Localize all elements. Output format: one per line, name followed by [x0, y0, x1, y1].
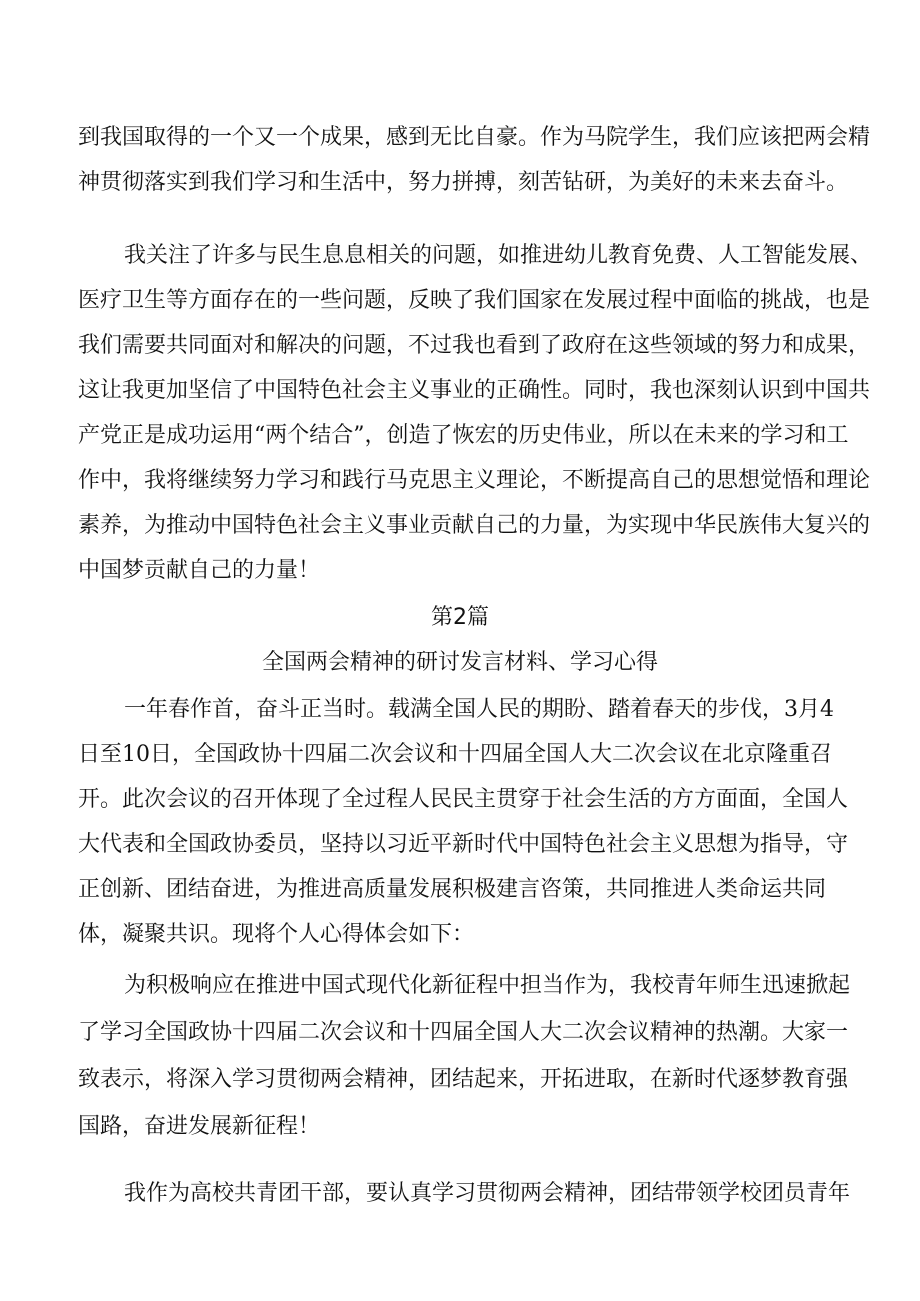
text-line: 日至10日，全国政协十四届二次会议和十四届全国人大二次会议在北京隆重召: [78, 742, 832, 767]
text-line: 我们需要共同面对和解决的问题，不过我也看到了政府在这些领域的努力和成果，: [78, 333, 871, 358]
section-label: 第2篇: [431, 605, 489, 630]
text-line: 体，凝聚共识。现将个人心得体会如下：: [78, 922, 475, 947]
text-line: 中国梦贡献自己的力量！: [78, 558, 321, 583]
text-line: 了学习全国政协十四届二次会议和十四届全国人大二次会议精神的热潮。大家一: [78, 1020, 849, 1045]
text-line: 产党正是成功运用“两个结合”，创造了恢宏的历史伟业，所以在未来的学习和工: [78, 423, 849, 448]
text-line: 为积极响应在推进中国式现代化新征程中担当作为，我校青年师生迅速掀起: [124, 973, 851, 998]
text-line: 开。此次会议的召开体现了全过程人民民主贯穿于社会生活的方方面面，全国人: [78, 787, 849, 812]
text-line: 我关注了许多与民生息息相关的问题，如推进幼儿教育免费、人工智能发展、: [124, 243, 873, 268]
text-line: 我作为高校共青团干部，要认真学习贯彻两会精神，团结带领学校团员青年: [124, 1181, 851, 1206]
text-line: 一年春作首，奋斗正当时。载满全国人民的期盼、踏着春天的步伐，3月4: [124, 697, 834, 722]
text-line: 致表示，将深入学习贯彻两会精神，团结起来，开拓进取，在新时代逐梦教育强: [78, 1067, 849, 1092]
text-line: 国路，奋进发展新征程！: [78, 1114, 321, 1139]
text-line: 医疗卫生等方面存在的一些问题，反映了我们国家在发展过程中面临的挑战，也是: [78, 288, 871, 313]
text-line: 大代表和全国政协委员，坚持以习近平新时代中国特色社会主义思想为指导，守: [78, 832, 849, 857]
text-line: 素养，为推动中国特色社会主义事业贡献自己的力量，为实现中华民族伟大复兴的: [78, 513, 871, 538]
text-line: 这让我更加坚信了中国特色社会主义事业的正确性。同时，我也深刻认识到中国共: [78, 378, 871, 403]
text-line: 到我国取得的一个又一个成果，感到无比自豪。作为马院学生，我们应该把两会精: [78, 125, 871, 150]
text-line: 作中，我将继续努力学习和践行马克思主义理论，不断提高自己的思想觉悟和理论: [78, 468, 871, 493]
text-line: 神贯彻落实到我们学习和生活中，努力拼搏，刻苦钻研，为美好的未来去奋斗。: [78, 170, 849, 195]
section-title: 全国两会精神的研讨发言材料、学习心得: [261, 650, 658, 675]
text-line: 正创新、团结奋进，为推进高质量发展积极建言咨策，共同推进人类命运共同: [78, 877, 827, 902]
